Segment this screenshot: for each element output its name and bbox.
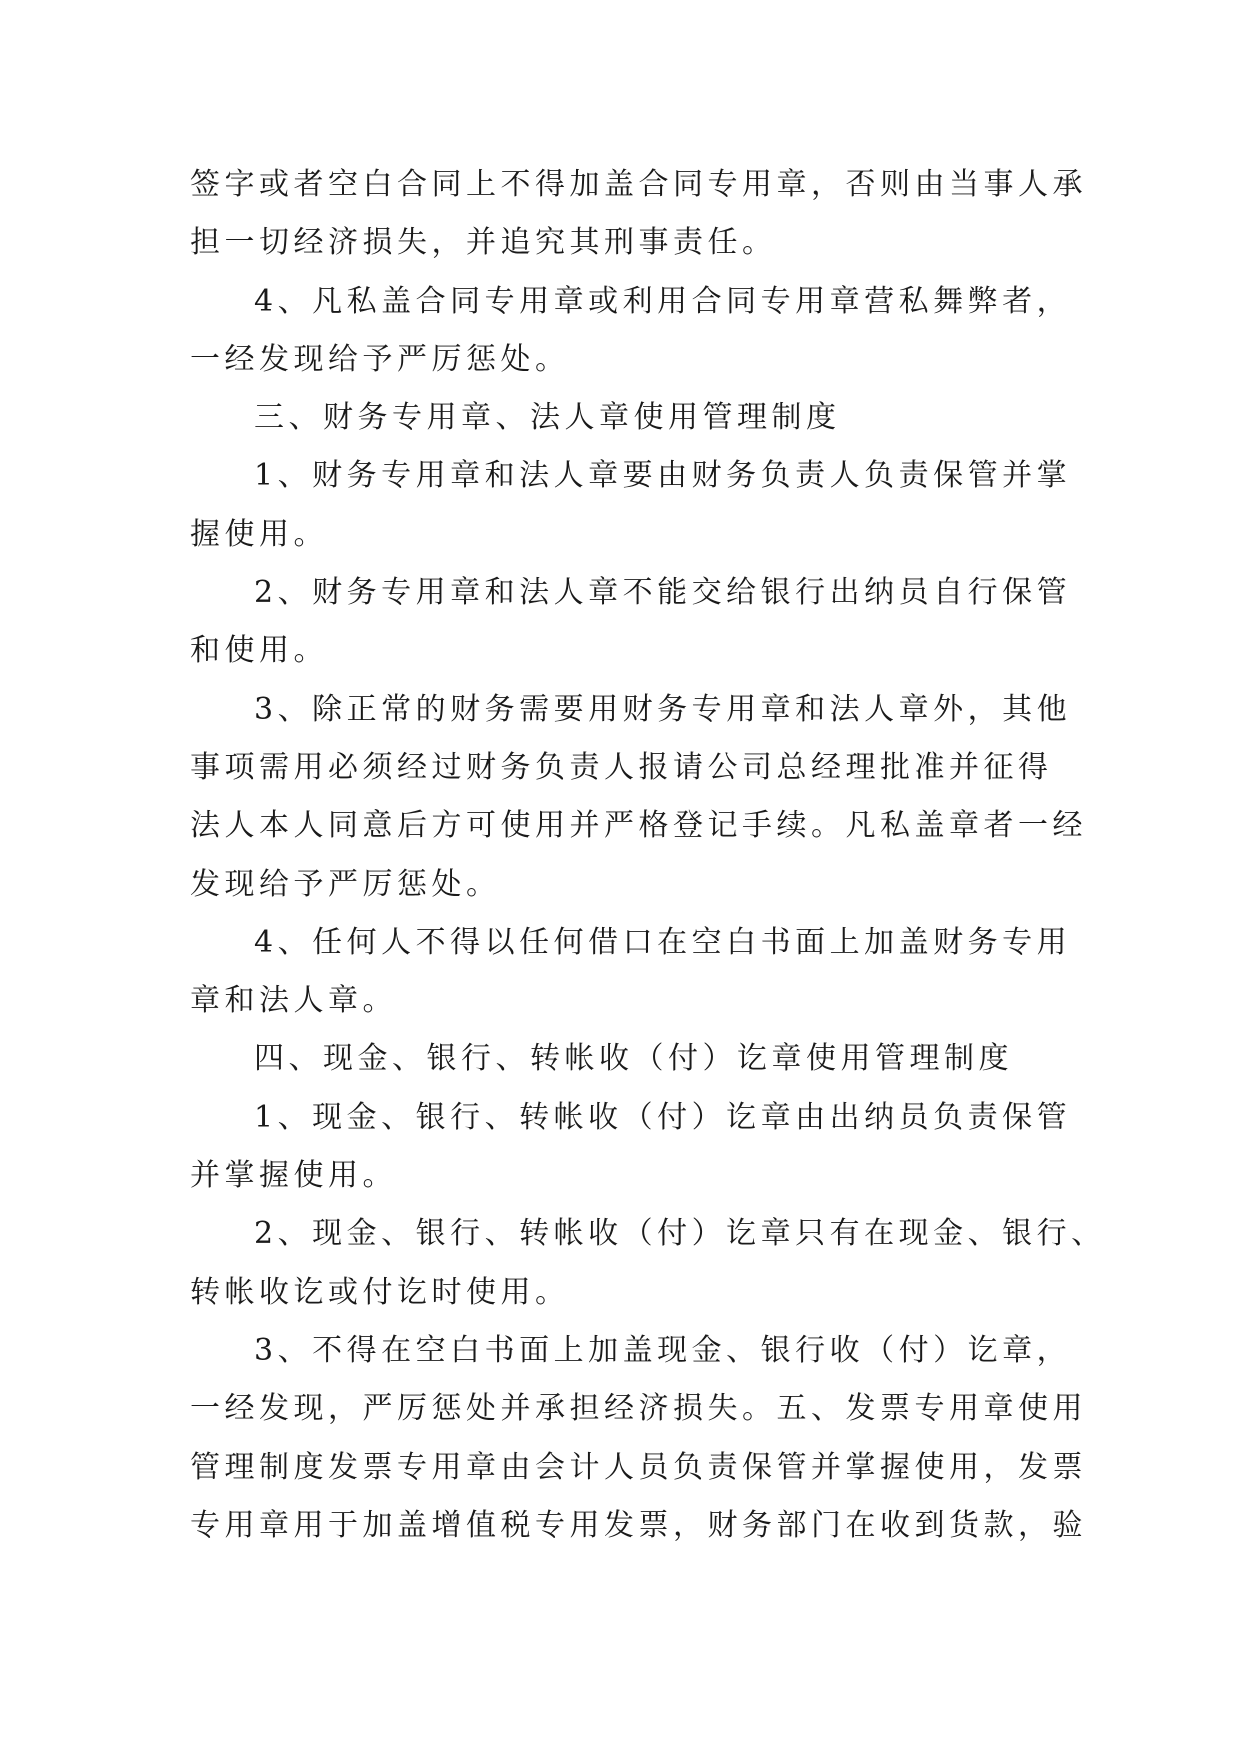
text-line: 转帐收讫或付讫时使用。 [190,1274,570,1310]
text-line: 发现给予严厉惩处。 [190,866,501,902]
paragraph-line: 1、现金、银行、转帐收（付）讫章由出纳员负责保管 [254,1099,1072,1135]
text-line: 握使用。 [190,516,328,552]
text-line: 签字或者空白合同上不得加盖合同专用章，否则由当事人承 [190,167,1087,202]
text-line: 章和法人章。 [190,983,397,1019]
paragraph-line: 1、财务专用章和法人章要由财务负责人负责保管并掌 [254,458,1072,494]
paragraph-line: 2、现金、银行、转帐收（付）讫章只有在现金、银行、 [254,1216,1106,1252]
text-line: 管理制度发票专用章由会计人员负责保管并掌握使用，发票 [190,1449,1087,1485]
text-line: 和使用。 [190,633,328,669]
text-line: 担一切经济损失，并追究其刑事责任。 [190,225,777,261]
paragraph-line: 2、财务专用章和法人章不能交给银行出纳员自行保管 [254,575,1072,611]
paragraph-line: 4、任何人不得以任何借口在空白书面上加盖财务专用 [254,924,1072,960]
paragraph-line: 3、除正常的财务需要用财务专用章和法人章外，其他 [254,691,1072,727]
text-line: 一经发现，严厉惩处并承担经济损失。五、发票专用章使用 [190,1391,1087,1427]
text-line: 专用章用于加盖增值税专用发票，财务部门在收到货款，验 [190,1507,1087,1543]
text-line: 并掌握使用。 [190,1158,397,1194]
paragraph-line: 4、凡私盖合同专用章或利用合同专用章营私舞弊者， [254,283,1072,319]
paragraph-line: 3、不得在空白书面上加盖现金、银行收（付）讫章， [254,1332,1072,1368]
text-line: 法人本人同意后方可使用并严格登记手续。凡私盖章者一经 [190,808,1087,844]
section-heading: 三、财务专用章、法人章使用管理制度 [254,400,841,436]
text-line: 一经发现给予严厉惩处。 [190,341,570,377]
section-heading: 四、现金、银行、转帐收（付）讫章使用管理制度 [254,1041,1013,1077]
text-line: 事项需用必须经过财务负责人报请公司总经理批准并征得 [190,749,1053,785]
document-body [190,156,1106,1555]
